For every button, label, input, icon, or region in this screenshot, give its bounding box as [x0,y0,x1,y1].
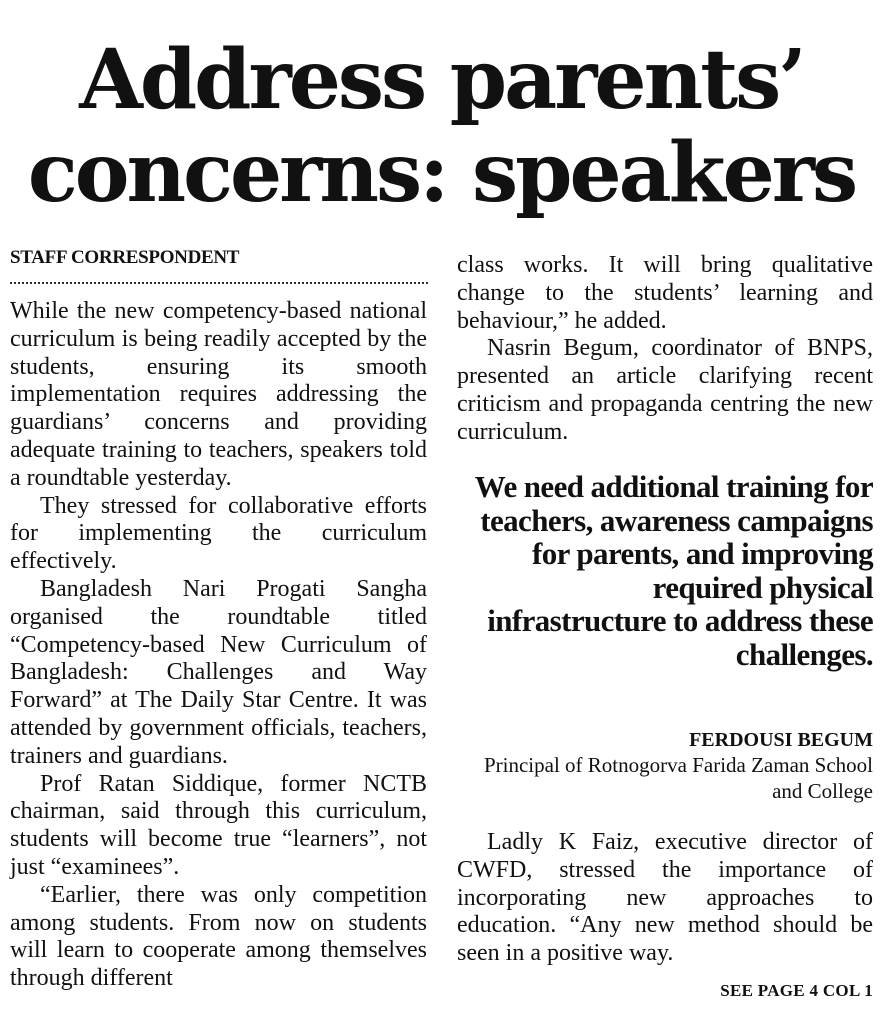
article-column-right-top [457,252,873,447]
article-column-left [10,298,427,993]
paragraph: Nasrin Begum, coordinator of BNPS, presented an article clarifying recent criticism and propaganda centring the new curriculum. [457,335,873,445]
headline-line-2: concerns: speakers [27,125,856,221]
headline-line-1: Address parents’ [79,32,804,128]
article-column-right-bottom [457,829,873,968]
paragraph: “Earlier, there was only competition among students. From now on students will learn to cooperate among themselves through different [10,881,427,992]
pull-quote-author: FERDOUSI BEGUM [689,729,873,751]
paragraph: Bangladesh Nari Progati Sangha organised the roundtable titled “Competency-based New Curriculum of Bangladesh: Challenges and Way Forward” at The Daily Star Centre. It was attended by government officials, teachers, trainers and guardians. [10,575,427,769]
paragraph: They stressed for collaborative efforts for implementing the curriculum effectively. [10,492,427,575]
byline-divider [10,282,428,284]
paragraph: While the new competency-based national curriculum is being readily accepted by the students, ensuring its smooth implementation requires addressing the guardians’ concerns and providing adequate training to teachers, speakers told a roundtable yesterday. [10,298,427,491]
paragraph: class works. It will bring qualitative change to the students’ learning and behaviour,” he added. [457,252,873,334]
headline [0,34,883,220]
paragraph: Ladly K Faiz, executive director of CWFD, stressed the importance of incorporating new approaches to education. “Any new method should be seen in a positive way. [457,829,873,967]
pull-quote: We need additional training for teachers, awareness campaigns for parents, and improving required physical infrastructure to address these challenges. [474,469,873,672]
byline: STAFF CORRESPONDENT [10,247,240,268]
pull-quote-author-role: Principal of Rotnogorva Farida Zaman School and College [483,753,873,803]
continuation-jump-line: SEE PAGE 4 COL 1 [720,981,873,1000]
paragraph: Prof Ratan Siddique, former NCTB chairman, said through this curriculum, students will become true “learners”, not just “examinees”. [10,770,427,880]
